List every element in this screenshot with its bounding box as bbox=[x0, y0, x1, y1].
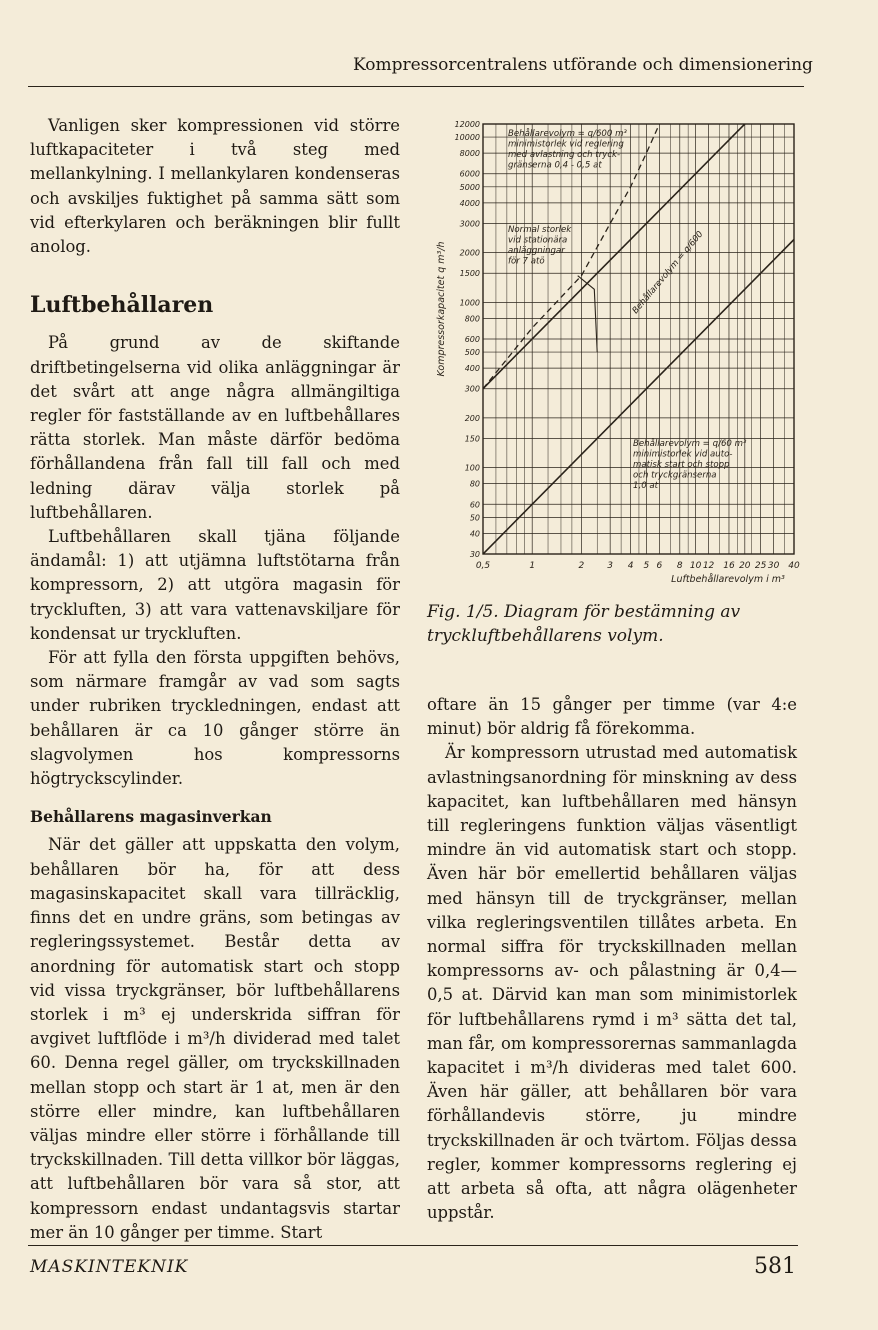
left-column bbox=[30, 114, 400, 1245]
journal-name: MASKINTEKNIK bbox=[30, 1257, 189, 1277]
running-head: Kompressorcentralens utförande och dimensionering bbox=[353, 55, 813, 75]
right-column bbox=[427, 693, 797, 1225]
series-connector bbox=[578, 276, 598, 352]
paragraph: Luftbehållaren skall tjäna följande ändamål: 1) att utjämna luftstötarna från kompressorn, 2) att utgöra magasin för tryckluften, 3) att vara vattenavskiljare för kondensat ur tryckluften. bbox=[30, 527, 400, 643]
paragraph: När det gäller att uppskatta den volym, behållaren bör ha, för att dess magasinskapacitet skall vara tillräcklig, finns det en undre gräns, som betingas av regleringssystemet. Består detta av anordning för automatisk start och stopp vid vissa tryckgränser, bör luftbehållarens storlek i m³ ej underskrida siffran för avgivet luftflöde i m³/h dividerad med talet 60. Denna regel gäller, om tryckskillnaden mellan stopp och start är 1 at, men är den större eller mindre, kan luftbehållaren väljas mindre eller större i förhållande till tryckskillnaden. Till detta villkor bör läggas, att luftbehållaren bör vara så stor, att kompressorn endast undantagsvis startar mer än 10 gånger per timme. Start bbox=[30, 835, 400, 1242]
x-tick-label: 16 bbox=[723, 561, 735, 571]
y-tick-label: 800 bbox=[464, 314, 480, 324]
y-tick-label: 150 bbox=[464, 434, 480, 444]
x-tick-label: 30 bbox=[767, 561, 780, 571]
y-tick-label: 3000 bbox=[459, 219, 480, 229]
y-tick-label: 30 bbox=[469, 550, 480, 559]
y-tick-label: 500 bbox=[464, 348, 480, 358]
y-tick-label: 1000 bbox=[459, 298, 480, 308]
chart-figure bbox=[428, 104, 800, 594]
series-line bbox=[483, 240, 794, 555]
subheading: Behållarens magasinverkan bbox=[30, 807, 272, 827]
paragraph: oftare än 15 gånger per timme (var 4:e minut) bör aldrig få förekomma. bbox=[427, 695, 797, 739]
x-tick-label: 20 bbox=[739, 561, 751, 571]
y-tick-label: 8000 bbox=[459, 149, 480, 159]
y-tick-label: 12000 bbox=[454, 120, 480, 129]
x-tick-label: 6 bbox=[656, 561, 663, 571]
x-tick-label: 40 bbox=[788, 561, 800, 571]
y-tick-label: 2000 bbox=[459, 248, 480, 258]
y-tick-label: 300 bbox=[464, 384, 480, 394]
y-tick-label: 600 bbox=[464, 335, 480, 344]
paragraph: Är kompressorn utrustad med automatisk avlastningsanordning för minskning av dess kapacitet, kan luftbehållaren med hänsyn till regleringens funktion väljas väsentligt mindre än vid automatisk start och stopp. Även här bör emellertid behållaren väljas med hänsyn till de tryckgränser, mellan vilka regleringsventilen tillåtes arbeta. En normal siffra för tryckskillnaden mellan kompressorns av- och pålastning är 0,4—0,5 at. Därvid kan man som minimistorlek för luftbehållarens rymd i m³ sätta det tal, man får, om kompressorernas sammanlagda kapacitet i m³/h divideras med talet 600. Även här gäller, att behållaren bör vara förhållandevis större, ju mindre tryckskillnaden är och tvärtom. Följas dessa regler, kommer kompressorns reglering ej att arbeta så ofta, att några olägenheter uppstår. bbox=[427, 743, 797, 1223]
x-tick-label: 12 bbox=[702, 561, 715, 571]
chart-annotation: Behållarevolym = q/60 m³ minimistorlek vid auto-matisk start och stopp och tryckgränserna 1,0 at bbox=[633, 439, 747, 491]
y-tick-label: 10000 bbox=[454, 133, 480, 143]
x-tick-label: 3 bbox=[607, 561, 614, 571]
x-tick-label: 8 bbox=[676, 561, 683, 571]
figure-caption: Fig. 1/5. Diagram för bestämning av tryckluftbehållarens volym. bbox=[427, 602, 741, 646]
intro-paragraph: Vanligen sker kompressionen vid större luftkapaciteter i två steg med mellankylning. I mellankylaren kondenseras och avskiljes fuktighet på samma sätt som vid efterkylaren och beräkningen blir fullt anolog. bbox=[30, 116, 400, 257]
y-tick-label: 50 bbox=[469, 513, 480, 523]
chart-annotation: Behållarevolym = q/600 bbox=[630, 229, 706, 316]
y-tick-label: 60 bbox=[469, 500, 480, 510]
chart-annotation: Behållarevolym = q/600 m³ minimistorlek vid reglering med avlastning och tryck-gränserna 0,4 - 0,5 at bbox=[508, 129, 627, 171]
y-axis-title: Kompressorkapacitet q m³/h bbox=[436, 241, 447, 377]
chart-annotation: Normal storlek vid stationära anläggningar för 7 atö bbox=[508, 225, 572, 267]
y-tick-label: 6000 bbox=[459, 169, 480, 179]
x-tick-label: 4 bbox=[627, 561, 634, 571]
y-tick-label: 200 bbox=[464, 413, 480, 423]
section-heading: Luftbehållaren bbox=[30, 292, 214, 319]
y-tick-label: 4000 bbox=[459, 198, 480, 208]
y-tick-label: 100 bbox=[464, 463, 480, 473]
x-axis-title: Luftbehållarevolym i m³ bbox=[671, 574, 785, 585]
x-tick-label: 25 bbox=[754, 561, 767, 571]
x-tick-label: 0,5 bbox=[475, 561, 491, 571]
x-tick-label: 1 bbox=[529, 561, 536, 571]
y-tick-label: 1500 bbox=[459, 269, 480, 279]
page-number: 581 bbox=[754, 1254, 796, 1279]
y-tick-label: 400 bbox=[464, 364, 480, 374]
header-rule bbox=[28, 86, 804, 87]
footer-rule bbox=[28, 1245, 798, 1246]
y-tick-label: 5000 bbox=[459, 182, 480, 192]
y-tick-label: 40 bbox=[469, 529, 480, 539]
y-tick-label: 80 bbox=[469, 479, 480, 489]
x-tick-label: 2 bbox=[578, 561, 585, 571]
paragraph: På grund av de skiftande driftbetingelserna vid olika anläggningar är det svårt att ange några allmängiltiga regler för fastställande av en luftbehållares rätta storlek. Man måste därför bedöma förhållandena från fall till fall och med ledning därav välja storlek på luftbehållaren. bbox=[30, 333, 400, 522]
chart-svg bbox=[428, 104, 800, 594]
x-tick-label: 5 bbox=[643, 561, 650, 571]
paragraph: För att fylla den första uppgiften behövs, som närmare framgår av vad som sagts under rubriken tryckledningen, endast att behållaren är ca 10 gånger större än slagvolymen hos kompressorns högtryckscylinder. bbox=[30, 648, 400, 789]
x-tick-label: 10 bbox=[689, 561, 702, 571]
